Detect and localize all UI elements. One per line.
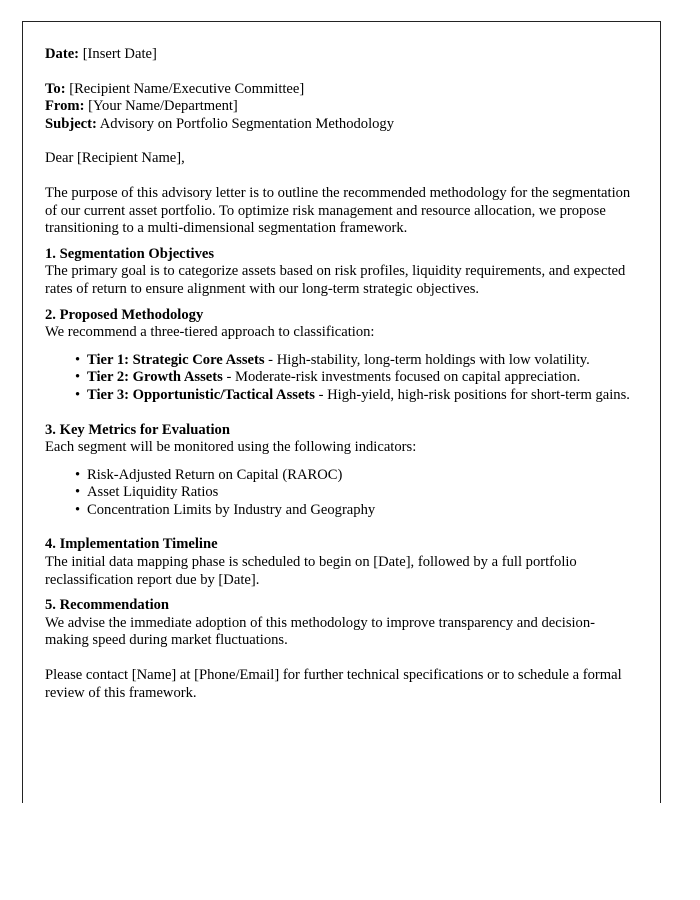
spacer xyxy=(45,650,636,667)
document-page xyxy=(22,21,661,803)
section-body-3: Each segment will be monitored using the following indicators: xyxy=(45,439,417,456)
spacer xyxy=(45,519,636,536)
list-item-text: - Moderate-risk investments focused on capital appreciation. xyxy=(222,369,581,386)
spacer xyxy=(45,589,636,597)
section-body-1: The primary goal is to categorize assets based on risk profiles, liquidity requirements, and expected rates of return to ensure alignment with our long-term strategic objectives. xyxy=(45,263,626,297)
spacer xyxy=(45,299,636,307)
from-label: From: xyxy=(45,98,85,115)
closing-paragraph: Please contact [Name] at [Phone/Email] for further technical specifications or to schedule a formal review of this framework. xyxy=(45,667,622,701)
to-label: To: xyxy=(45,80,66,97)
intro-paragraph: The purpose of this advisory letter is to outline the recommended methodology for the segmentation of our current asset portfolio. To optimize risk management and resource allocation, we propose transitioning to a multi-dimensional segmentation framework. xyxy=(45,184,631,237)
list-item-text: - High-stability, long-term holdings with low volatility. xyxy=(264,351,590,368)
spacer xyxy=(45,168,636,185)
salutation: Dear [Recipient Name], xyxy=(45,150,185,167)
subject-label: Subject: xyxy=(45,115,97,132)
list-item-text: Concentration Limits by Industry and Geography xyxy=(87,501,376,518)
date-line xyxy=(45,46,636,64)
document-body xyxy=(23,22,660,702)
list-item xyxy=(45,484,636,502)
section-heading-2: 2. Proposed Methodology xyxy=(45,306,204,323)
subject-line xyxy=(45,116,636,134)
spacer xyxy=(45,238,636,246)
list-item xyxy=(45,467,636,485)
spacer xyxy=(45,342,636,352)
list-item-lead: Tier 1: Strategic Core Assets xyxy=(87,351,265,368)
list-item-text: - High-yield, high-risk positions for short-term gains. xyxy=(314,386,630,403)
section-body-2: We recommend a three-tiered approach to classification: xyxy=(45,324,375,341)
list-item-text: Asset Liquidity Ratios xyxy=(87,484,219,501)
list-item-lead: Tier 2: Growth Assets xyxy=(87,369,223,386)
date-value: [Insert Date] xyxy=(79,46,157,62)
section-body-4: The initial data mapping phase is scheduled to begin on [Date], followed by a full portfolio reclassification report due by [Date]. xyxy=(45,554,577,588)
from-value: [Your Name/Department] xyxy=(84,98,238,115)
to-line xyxy=(45,81,636,99)
spacer xyxy=(45,133,636,150)
list-item-text: Risk-Adjusted Return on Capital (RAROC) xyxy=(87,466,343,483)
spacer xyxy=(45,64,636,81)
from-line xyxy=(45,98,636,116)
list-item xyxy=(45,502,636,520)
subject-value: Advisory on Portfolio Segmentation Methodology xyxy=(96,115,395,132)
spacer xyxy=(45,457,636,467)
spacer xyxy=(45,405,636,422)
list-item-lead: Tier 3: Opportunistic/Tactical Assets xyxy=(87,386,315,403)
section-heading-3: 3. Key Metrics for Evaluation xyxy=(45,421,230,438)
date-label: Date: xyxy=(45,46,80,62)
list-item xyxy=(45,387,636,405)
key-metrics-list xyxy=(45,467,636,520)
methodology-tier-list xyxy=(45,352,636,405)
list-item xyxy=(45,352,636,370)
section-heading-5: 5. Recommendation xyxy=(45,597,170,614)
list-item xyxy=(45,369,636,387)
section-body-5: We advise the immediate adoption of this methodology to improve transparency and decision-making speed during market fluctuations. xyxy=(45,614,596,649)
section-heading-4: 4. Implementation Timeline xyxy=(45,536,218,553)
to-value: [Recipient Name/Executive Committee] xyxy=(65,80,305,97)
section-heading-1: 1. Segmentation Objectives xyxy=(45,245,215,262)
